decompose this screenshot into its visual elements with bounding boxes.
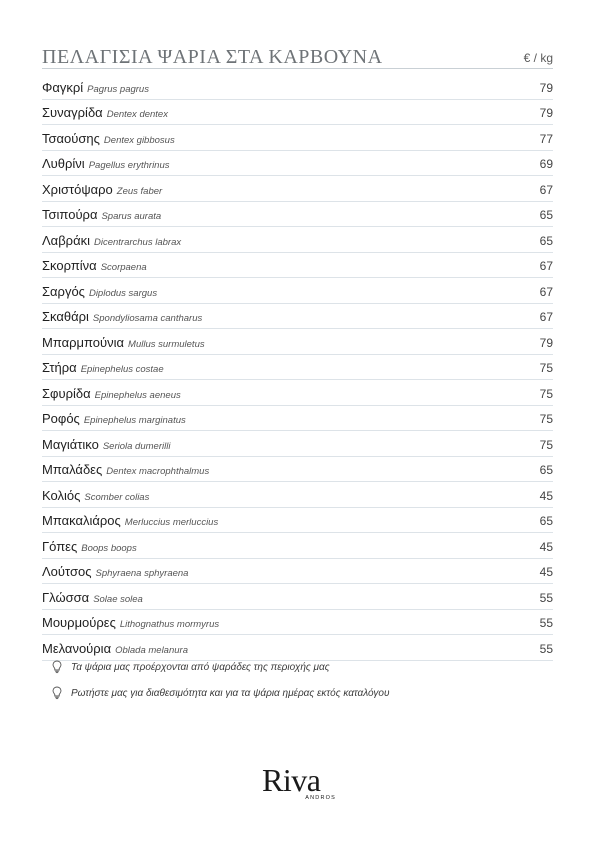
fish-name <box>42 411 186 426</box>
fish-greek-name: Μπαρμπούνια <box>42 334 125 350</box>
fish-price: 45 <box>539 565 553 579</box>
menu-item <box>42 431 553 457</box>
fish-name <box>42 590 143 605</box>
fish-list <box>42 74 553 661</box>
fish-name <box>42 641 188 656</box>
fish-name <box>42 131 175 146</box>
fish-price: 55 <box>539 590 553 605</box>
menu-item <box>42 329 553 355</box>
fish-price: 65 <box>539 463 553 477</box>
fish-greek-name: Μπακαλιάρος <box>42 513 121 528</box>
fish-name <box>42 615 219 630</box>
fish-greek-name: Χριστόψαρο <box>42 181 113 197</box>
fish-price: 45 <box>539 539 553 554</box>
menu-item <box>42 635 553 661</box>
fish-latin-name: Diplodus sargus <box>88 287 158 299</box>
fish-latin-name: Sphyraena sphyraena <box>95 568 189 579</box>
fish-name <box>42 462 209 477</box>
fish-latin-name: Seriola dumerilli <box>102 440 171 452</box>
fish-name <box>42 207 161 222</box>
fish-name <box>42 258 147 273</box>
menu-item <box>42 278 553 304</box>
menu-item <box>42 457 553 483</box>
price-unit: € / kg <box>523 51 553 65</box>
fish-latin-name: Scorpaena <box>100 262 147 273</box>
fish-price: 67 <box>539 284 553 299</box>
fish-greek-name: Γλώσσα <box>42 589 90 605</box>
fish-price: 67 <box>539 259 553 273</box>
fish-price: 79 <box>539 106 553 120</box>
fish-price: 69 <box>539 157 553 171</box>
fish-greek-name: Τσιπούρα <box>42 207 98 222</box>
fish-greek-name: Σφυρίδα <box>42 385 91 401</box>
fish-price: 79 <box>539 335 553 350</box>
menu-item <box>42 559 553 585</box>
fish-latin-name: Lithognathus mormyrus <box>119 619 220 630</box>
fish-greek-name: Σκαθάρι <box>42 309 89 324</box>
fish-name <box>42 437 170 452</box>
menu-item <box>42 610 553 636</box>
menu-header <box>42 44 553 69</box>
fish-latin-name: Sparus aurata <box>101 211 162 222</box>
fish-latin-name: Mullus surmuletus <box>128 338 205 350</box>
fish-greek-name: Μουρμούρες <box>42 615 116 630</box>
fish-greek-name: Γόπες <box>42 538 78 554</box>
fish-latin-name: Pagellus erythrinus <box>88 160 170 171</box>
fish-latin-name: Dentex macrophthalmus <box>106 466 210 477</box>
menu-item <box>42 380 553 406</box>
fish-name <box>42 335 205 350</box>
menu-item <box>42 355 553 381</box>
fish-greek-name: Μπαλάδες <box>42 462 103 477</box>
fish-latin-name: Dentex dentex <box>106 109 168 120</box>
fish-price: 75 <box>539 361 553 375</box>
fish-name <box>42 309 202 324</box>
fish-greek-name: Φαγκρί <box>42 79 84 95</box>
menu-item <box>42 406 553 432</box>
fish-greek-name: Τσαούσης <box>42 130 100 146</box>
logo-wordmark: Riva <box>262 762 321 798</box>
fish-name <box>42 80 149 95</box>
section-title: ΠΕΛΑΓΙΣΙΑ ΨΑΡΙΑ ΣΤΑ ΚΑΡΒΟΥΝΑ <box>42 46 383 68</box>
fish-greek-name: Συναγρίδα <box>42 105 103 120</box>
menu-item <box>42 74 553 100</box>
fish-price: 67 <box>539 310 553 324</box>
fish-price: 75 <box>539 386 553 401</box>
menu-item <box>42 304 553 330</box>
fish-name <box>42 182 162 197</box>
fish-price: 77 <box>539 131 553 146</box>
fish-price: 65 <box>539 208 553 222</box>
fish-name <box>42 539 137 554</box>
fish-greek-name: Σαργός <box>42 283 85 299</box>
fish-name <box>42 360 164 375</box>
menu-item <box>42 202 553 228</box>
fish-greek-name: Ροφός <box>42 411 80 426</box>
fish-latin-name: Boops boops <box>81 542 137 554</box>
fish-latin-name: Dicentrarchus labrax <box>93 236 182 248</box>
menu-item <box>42 176 553 202</box>
fish-latin-name: Merluccius merluccius <box>124 517 219 528</box>
fish-latin-name: Solae solea <box>93 593 143 605</box>
fish-name <box>42 105 168 120</box>
fish-greek-name: Μαγιάτικο <box>42 436 99 452</box>
fish-greek-name: Κολιός <box>42 487 81 503</box>
fish-greek-name: Στήρα <box>42 360 77 375</box>
fish-price: 45 <box>539 488 553 503</box>
menu-item <box>42 125 553 151</box>
note-text: Τα ψάρια μας προέρχονται από ψαράδες της περιοχής μας <box>71 662 330 673</box>
fish-price: 55 <box>539 616 553 630</box>
fish-latin-name: Dentex gibbosus <box>103 134 175 146</box>
fish-price: 75 <box>539 437 553 452</box>
fish-price: 67 <box>539 182 553 197</box>
fish-latin-name: Epinephelus costae <box>80 364 164 375</box>
fish-price: 79 <box>539 80 553 95</box>
menu-item <box>42 253 553 279</box>
note-text: Ρωτήστε μας για διαθεσιμότητα και για τα ψάρια ημέρας εκτός καταλόγου <box>71 688 390 699</box>
lightbulb-icon <box>52 686 62 700</box>
menu-item <box>42 100 553 126</box>
fish-name <box>42 233 181 248</box>
menu-item <box>42 482 553 508</box>
fish-greek-name: Λυθρίνι <box>42 156 85 171</box>
fish-price: 75 <box>539 412 553 426</box>
menu-item <box>42 584 553 610</box>
fish-latin-name: Epinephelus marginatus <box>83 415 186 426</box>
menu-item <box>42 508 553 534</box>
fish-greek-name: Μελανούρια <box>42 640 112 656</box>
menu-item <box>42 227 553 253</box>
fish-name <box>42 564 188 579</box>
fish-greek-name: Λαβράκι <box>42 232 90 248</box>
fish-greek-name: Σκορπίνα <box>42 258 97 273</box>
fish-latin-name: Epinephelus aeneus <box>94 389 181 401</box>
logo-subtitle: ANDROS <box>305 795 336 801</box>
fish-latin-name: Zeus faber <box>116 185 163 197</box>
fish-greek-name: Λούτσος <box>42 564 92 579</box>
fish-name <box>42 488 149 503</box>
riva-logo <box>262 764 336 804</box>
fish-name <box>42 513 218 528</box>
lightbulb-icon <box>52 660 62 674</box>
fish-latin-name: Pagrus pagrus <box>87 83 149 95</box>
fish-latin-name: Scomber colias <box>84 491 150 503</box>
fish-name <box>42 156 170 171</box>
fish-name <box>42 284 157 299</box>
fish-name <box>42 386 181 401</box>
fish-price: 55 <box>539 641 553 656</box>
menu-item <box>42 151 553 177</box>
fish-latin-name: Oblada melanura <box>115 644 188 656</box>
menu-item <box>42 533 553 559</box>
fish-price: 65 <box>539 514 553 528</box>
fish-price: 65 <box>539 233 553 248</box>
fish-latin-name: Spondyliosama cantharus <box>92 313 203 324</box>
